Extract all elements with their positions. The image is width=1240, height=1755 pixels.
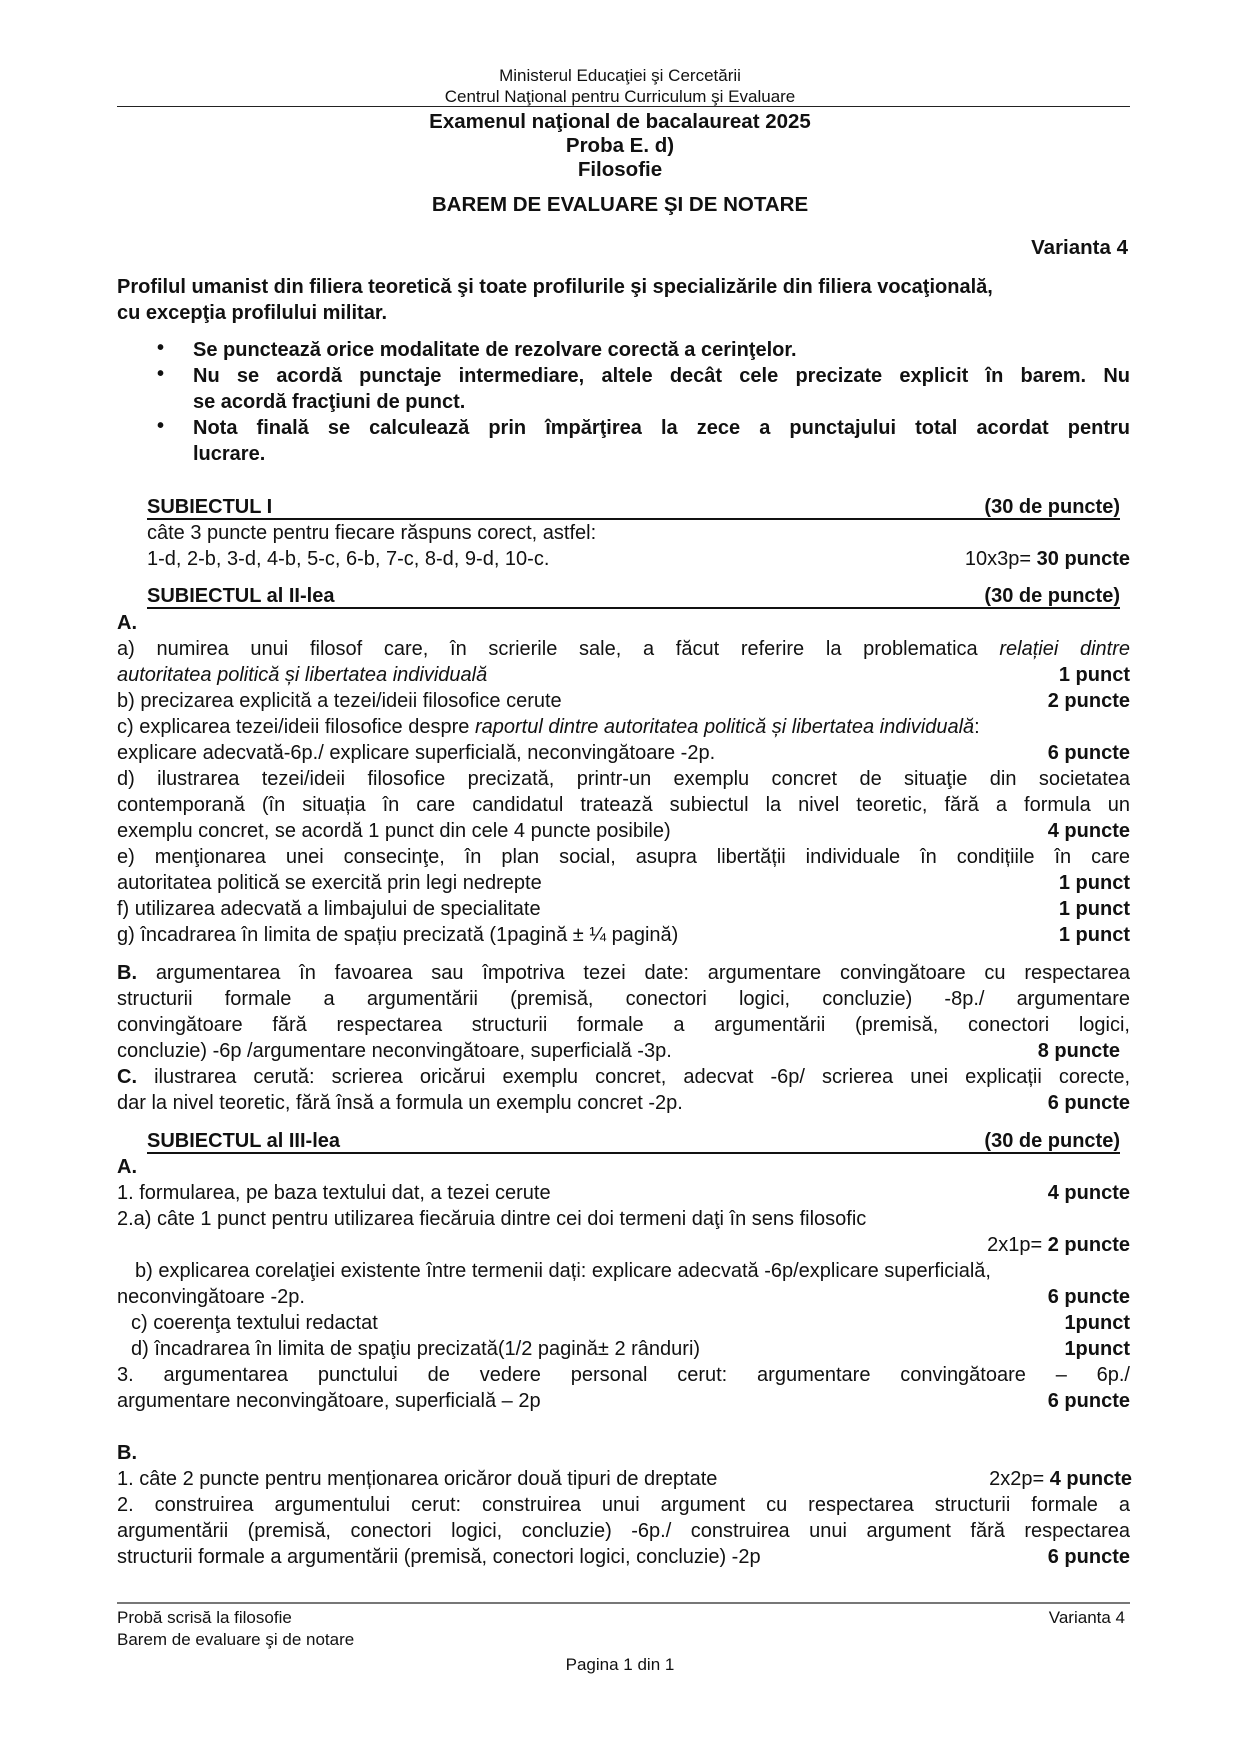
- variant-label: Varianta 4: [1031, 236, 1128, 259]
- subject-2-heading: [147, 585, 1120, 609]
- rule-3-line-1: Nota finală se calculează prin împărţirea la zece a punctajului total acordat pentru: [193, 417, 1130, 439]
- document-title: BAREM DE EVALUARE ŞI DE NOTARE: [431, 193, 809, 216]
- s2-d-points: 4 puncte: [1047, 820, 1130, 842]
- s2-b-line: b) precizarea explicită a tezei/ideii filosofice cerute 2 puncte: [117, 690, 1130, 712]
- s2-a-points: 1 punct: [1058, 664, 1130, 686]
- footer-doc-name: Barem de evaluare şi de notare: [117, 1630, 355, 1649]
- subject-2-points: (30 de puncte): [984, 585, 1120, 607]
- subject-title: Filosofie: [577, 158, 663, 181]
- subject-1-points: (30 de puncte): [984, 496, 1120, 518]
- subject-1-answers: 1-d, 2-b, 3-d, 4-b, 5-c, 6-b, 7-c, 8-d, 9-d, 10-c.: [147, 548, 550, 570]
- s2-c-points: 6 puncte: [1047, 742, 1130, 764]
- s2-a-line-2: autoritatea politică și libertatea individuală 1 punct: [117, 664, 1130, 686]
- s2-B-points: 8 puncte: [1037, 1040, 1120, 1062]
- s2-C-points: 6 puncte: [1047, 1092, 1130, 1114]
- s3-B-item-1: 1. câte 2 puncte pentru menționarea oricăror două tipuri de dreptate 2x2p= 4 puncte: [117, 1468, 1132, 1490]
- rule-2-line-1: Nu se acordă punctaje intermediare, altele decât cele precizate explicit în barem. Nu: [193, 365, 1130, 387]
- s2-d-line-3: exemplu concret, se acordă 1 punct din cele 4 puncte posibile) 4 puncte: [117, 820, 1130, 842]
- rule-1: Se punctează orice modalitate de rezolvare corectă a cerinţelor.: [193, 339, 797, 361]
- footer-exam-name: Probă scrisă la filosofie: [117, 1608, 292, 1627]
- s2-e-line-2: autoritatea politică se exercită prin legi nedrepte 1 punct: [117, 872, 1130, 894]
- s2-a-line-1: a) numirea unui filosof care, în scrierile sale, a făcut referire la problematica relației dintre: [117, 638, 1130, 660]
- subject-3-heading: [147, 1130, 1120, 1154]
- s3-item-2a: 2.a) câte 1 punct pentru utilizarea fiecăruia dintre cei doi termeni daţi în sens filosofic: [117, 1208, 867, 1230]
- profile-line-1: Profilul umanist din filiera teoretică şi toate profilurile şi specializările din filiera vocaţională,: [117, 276, 993, 298]
- s3-item-2b-line-2: neconvingătoare -2p. 6 puncte: [117, 1286, 1130, 1308]
- rule-3-line-2: lucrare.: [193, 443, 266, 465]
- s3-item-2c-points: 1punct: [1064, 1312, 1130, 1334]
- s3-item-3-line-2: argumentare neconvingătoare, superficială – 2p 6 puncte: [117, 1390, 1130, 1412]
- subject-3-title: SUBIECTUL al III-lea: [147, 1130, 341, 1152]
- footer-divider: [117, 1602, 1130, 1604]
- s2-e-points: 1 punct: [1058, 872, 1130, 894]
- subject-3-points: (30 de puncte): [984, 1130, 1120, 1152]
- s2-c-line-2: explicare adecvată-6p./ explicare superficială, neconvingătoare -2p. 6 puncte: [117, 742, 1130, 764]
- s3-B-item-2-line-1: 2. construirea argumentului cerut: construirea unui argument cu respectarea structurii formale a: [117, 1494, 1130, 1516]
- s3-item-1: 1. formularea, pe baza textului dat, a tezei cerute 4 puncte: [117, 1182, 1130, 1204]
- s2-g-line: g) încadrarea în limita de spațiu precizată (1pagină ± ¼ pagină) 1 punct: [117, 924, 1130, 946]
- s2-d-line-2: contemporană (în situația în care candidatul tratează subiectul la nivel teoretic, fără a formula un: [117, 794, 1130, 816]
- s2-d-line-1: d) ilustrarea tezei/ideii filosofice precizată, printr-un exemplu concret de situaţie din societatea: [117, 768, 1130, 790]
- s3-item-2c: c) coerenţa textului redactat 1punct: [131, 1312, 1130, 1334]
- subject-1-answers-row: [147, 546, 1130, 572]
- s3-item-2b-points: 6 puncte: [1047, 1286, 1130, 1308]
- s3-item-3-points: 6 puncte: [1047, 1390, 1130, 1412]
- s3-B-item-2-points: 6 puncte: [1047, 1546, 1130, 1568]
- bullet-icon: •: [157, 363, 165, 385]
- bullet-icon: •: [157, 337, 165, 359]
- s2-C-line-1: C. ilustrarea cerută: scrierea oricărui exemplu concret, adecvat -6p/ scrierea unei explicații corecte,: [117, 1066, 1130, 1088]
- ministry-name: Ministerul Educaţiei şi Cercetării: [499, 66, 741, 85]
- s2-f-line: f) utilizarea adecvată a limbajului de specialitate 1 punct: [117, 898, 1130, 920]
- header-divider: [117, 106, 1130, 107]
- profile-line-2: cu excepţia profilului militar.: [117, 302, 388, 324]
- s2-B-line-1: B. argumentarea în favoarea sau împotriva tezei date: argumentare convingătoare cu respectarea: [117, 962, 1130, 984]
- subject-2-title: SUBIECTUL al II-lea: [147, 585, 335, 607]
- s3-B-item-2-line-2: argumentării (premisă, conectori logici, concluzie) -6p./ construirea unui argument fără respectarea: [117, 1520, 1130, 1542]
- subject-1-total: 10x3p= 30 puncte: [964, 548, 1130, 570]
- s2-f-points: 1 punct: [1058, 898, 1130, 920]
- rule-2-line-2: se acordă fracţiuni de punct.: [193, 391, 466, 413]
- s2-b-points: 2 puncte: [1047, 690, 1130, 712]
- s2-g-points: 1 punct: [1058, 924, 1130, 946]
- s2-c-line-1: c) explicarea tezei/ideii filosofice despre raportul dintre autoritatea politică și libertatea individuală:: [117, 716, 980, 738]
- subject-3-part-a-label: A.: [117, 1156, 137, 1178]
- subject-2-part-a-label: A.: [117, 612, 137, 634]
- s2-B-line-2: structurii formale a argumentării (premisă, conectori logici, concluzie) -8p./ argumentare: [117, 988, 1130, 1010]
- center-name: Centrul Naţional pentru Curriculum şi Evaluare: [444, 87, 796, 106]
- s3-item-1-points: 4 puncte: [1047, 1182, 1130, 1204]
- s3-item-2d-points: 1punct: [1064, 1338, 1130, 1360]
- subject-1-heading: [147, 496, 1120, 520]
- bullet-icon: •: [157, 415, 165, 437]
- s2-B-line-3: convingătoare fără respectarea structurii formale a argumentării (premisă, conectori logici,: [117, 1014, 1130, 1036]
- s2-e-line-1: e) menţionarea unei consecinţe, în plan social, asupra libertății individuale în condițiile în care: [117, 846, 1130, 868]
- page-number: Pagina 1 din 1: [565, 1655, 675, 1674]
- s3-item-2b-line-1: b) explicarea corelaţiei existente între termenii dați: explicare adecvată -6p/explicare superficială,: [135, 1260, 991, 1282]
- subject-1-title: SUBIECTUL I: [147, 496, 273, 518]
- subject-1-intro: câte 3 puncte pentru fiecare răspuns corect, astfel:: [147, 522, 597, 544]
- s3-B-item-1-points: 4 puncte: [1049, 1468, 1132, 1490]
- proba-title: Proba E. d): [565, 134, 675, 157]
- footer-variant: Varianta 4: [1048, 1608, 1125, 1627]
- s2-B-line-4: concluzie) -6p /argumentare neconvingătoare, superficială -3p. 8 puncte: [117, 1040, 1120, 1062]
- s2-C-line-2: dar la nivel teoretic, fără însă a formula un exemplu concret -2p. 6 puncte: [117, 1092, 1130, 1114]
- subject-3-part-b-label: B.: [117, 1442, 137, 1464]
- s3-item-3-line-1: 3. argumentarea punctului de vedere personal cerut: argumentare convingătoare – 6p./: [117, 1364, 1130, 1386]
- exam-title: Examenul naţional de bacalaureat 2025: [429, 110, 811, 133]
- s3-item-2d: d) încadrarea în limita de spaţiu precizată(1/2 pagină± 2 rânduri) 1punct: [131, 1338, 1130, 1360]
- s3-B-item-2-line-3: structurii formale a argumentării (premisă, conectori logici, concluzie) -2p 6 puncte: [117, 1546, 1130, 1568]
